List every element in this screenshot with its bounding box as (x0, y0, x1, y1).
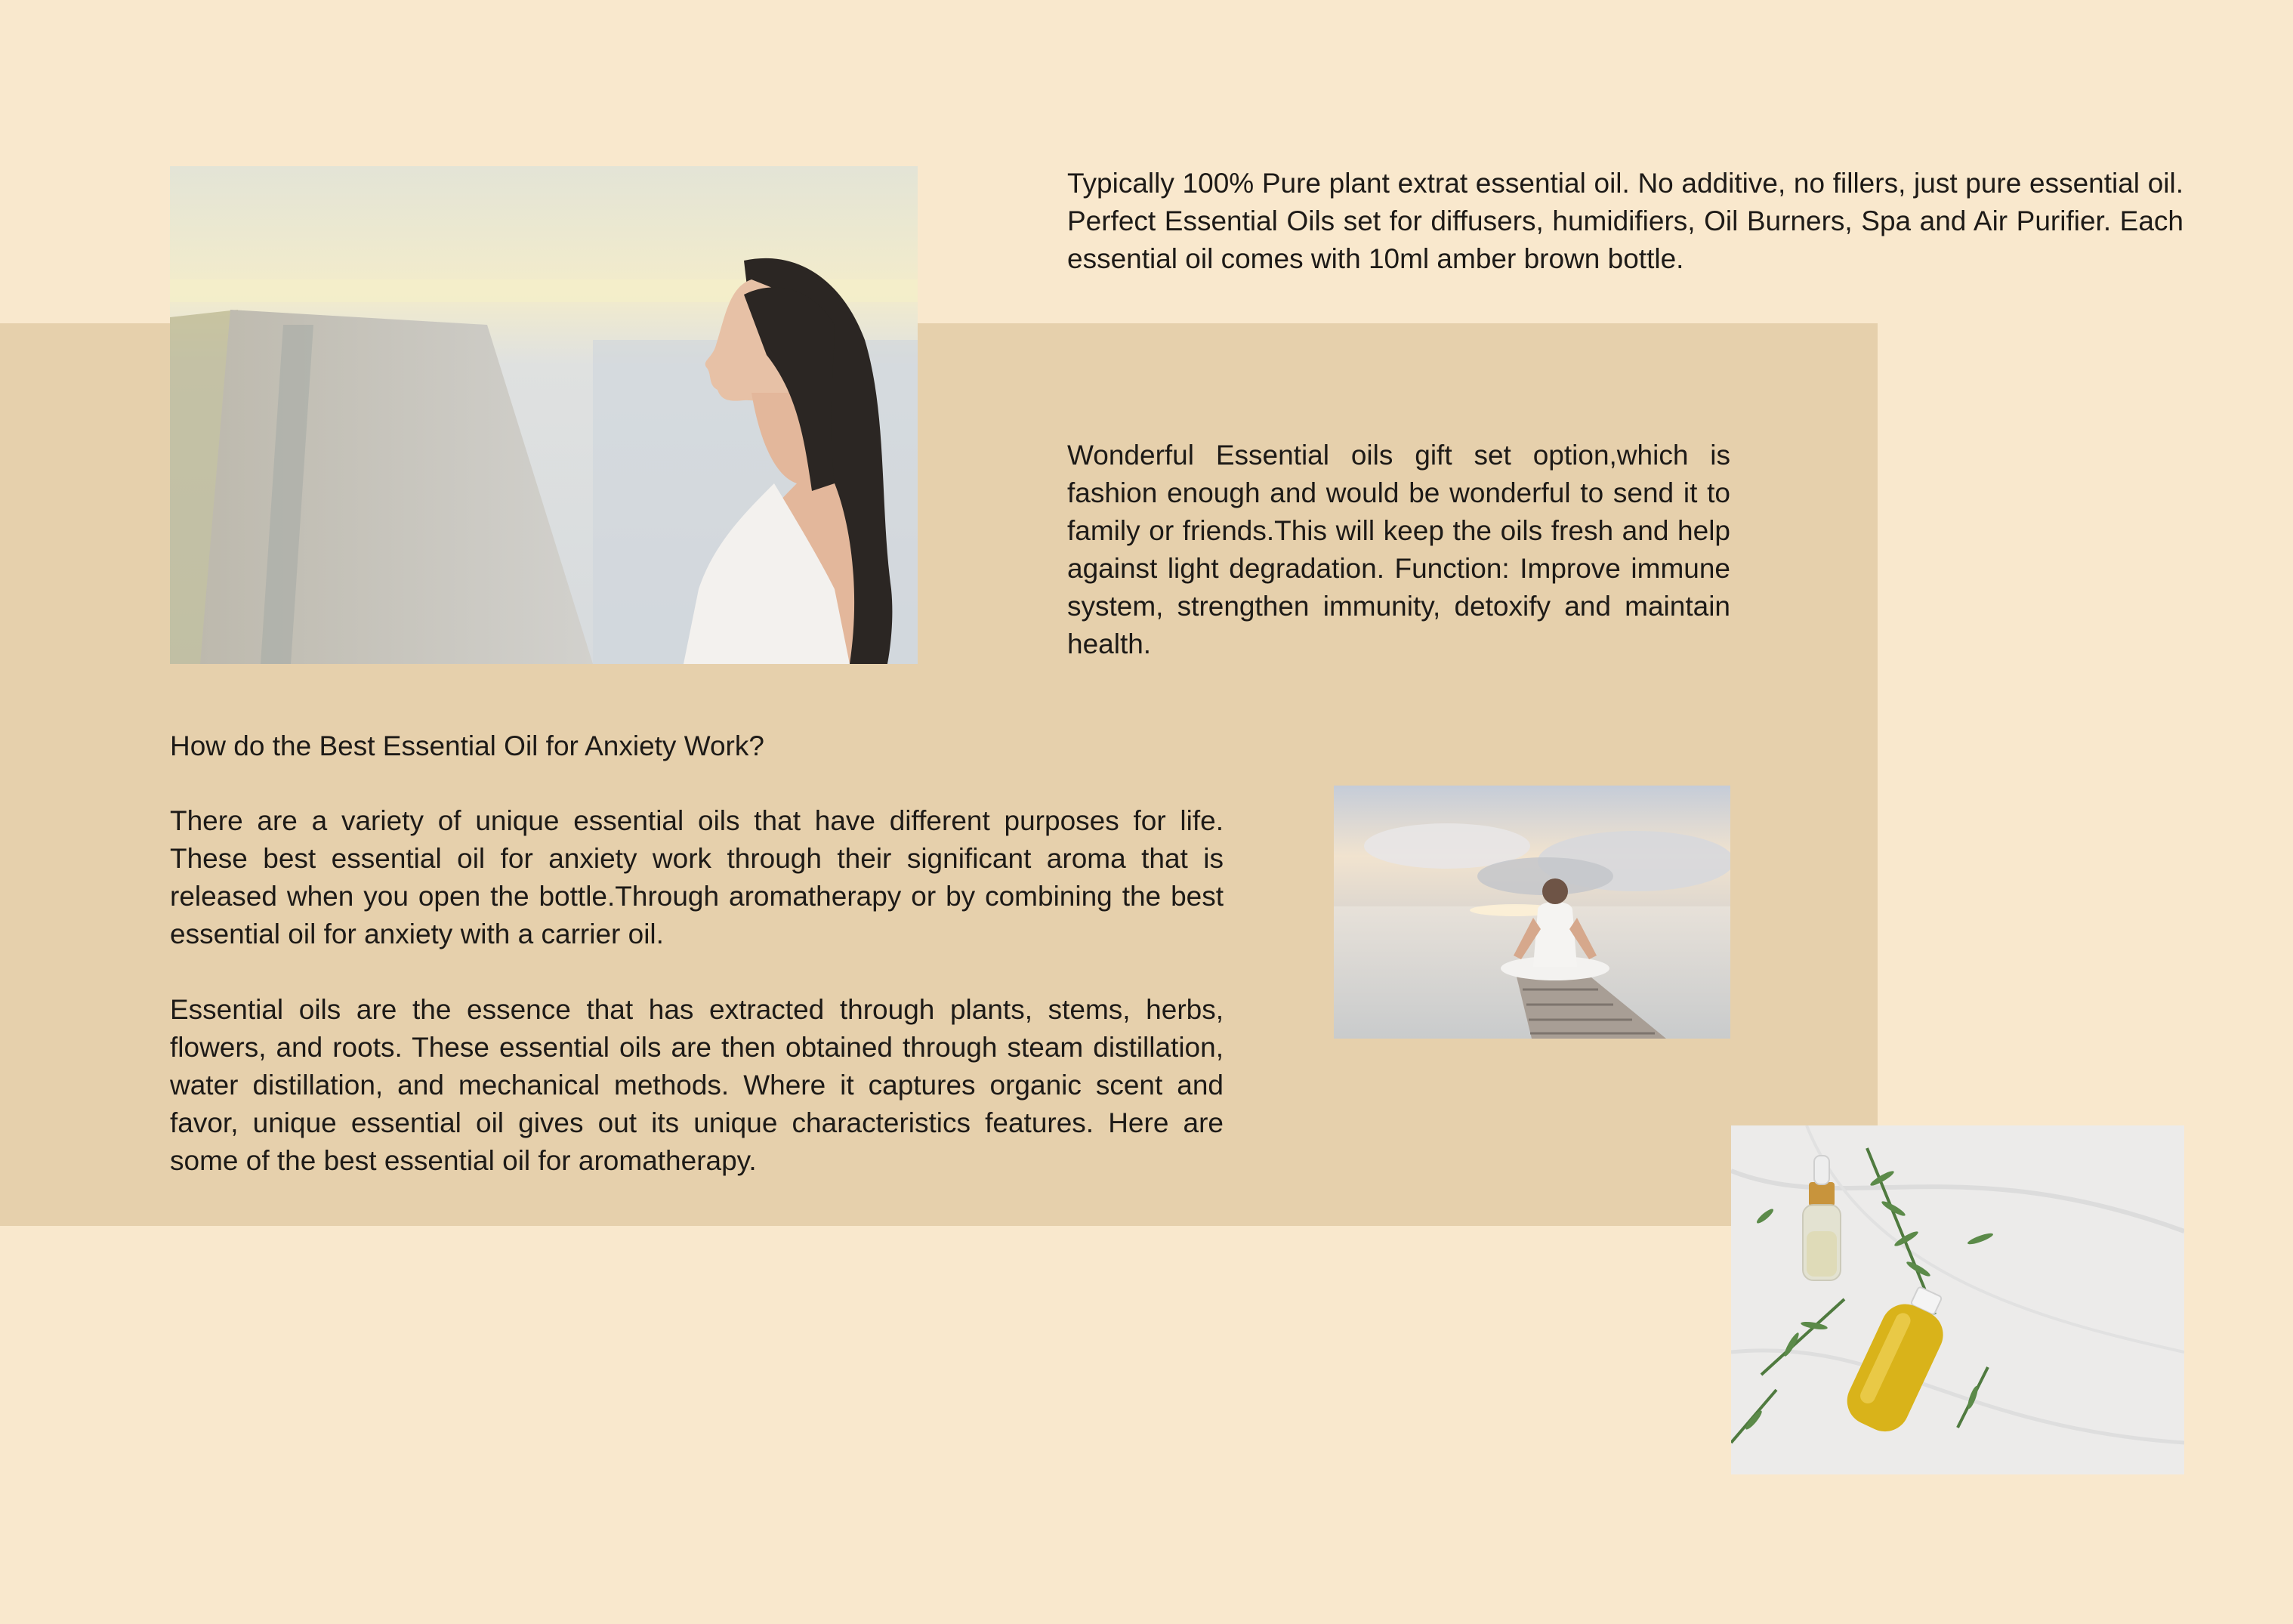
section-heading: How do the Best Essential Oil for Anxiety Work? (170, 730, 764, 761)
body-paragraph-1: There are a variety of unique essential oils that have different purposes for life. These best essential oil for anxiety work through their significant aroma that is released when you open the bottle.Through aromatherapy or by combining the best essential oil for anxiety with a carrier oil. (170, 805, 1224, 949)
body-paragraph-2: Essential oils are the essence that has extracted through plants, stems, herbs, flowers, and roots. These essential oils are then obtained through steam distillation, water distillation, and mechanical methods. Where it captures organic scent and favor, unique essential oil gives out its unique characteristics features. Here are some of the best essential oil for aromatherapy. (170, 994, 1224, 1176)
meditation-pier-image (1334, 786, 1730, 1039)
gift-set-paragraph: Wonderful Essential oils gift set option,which is fashion enough and would be wonderful to send it to family or friends.This will keep the oils fresh and help against light degradation. Function: Improve immune system, strengthen immunity, detoxify and maintain health. (1067, 440, 1730, 659)
oil-bottles-image (1731, 1125, 2184, 1474)
meditation-pier-photo (1334, 786, 1730, 1039)
oil-bottles-photo (1731, 1125, 2184, 1474)
woman-breathing-photo (170, 166, 918, 664)
woman-breathing-image (170, 166, 918, 664)
intro-paragraph: Typically 100% Pure plant extrat essential oil. No additive, no fillers, just pure essential oil. Perfect Essential Oils set for diffusers, humidifiers, Oil Burners, Spa and Air Purifier. Each essential oil comes with 10ml amber brown bottle. (1067, 168, 2183, 274)
